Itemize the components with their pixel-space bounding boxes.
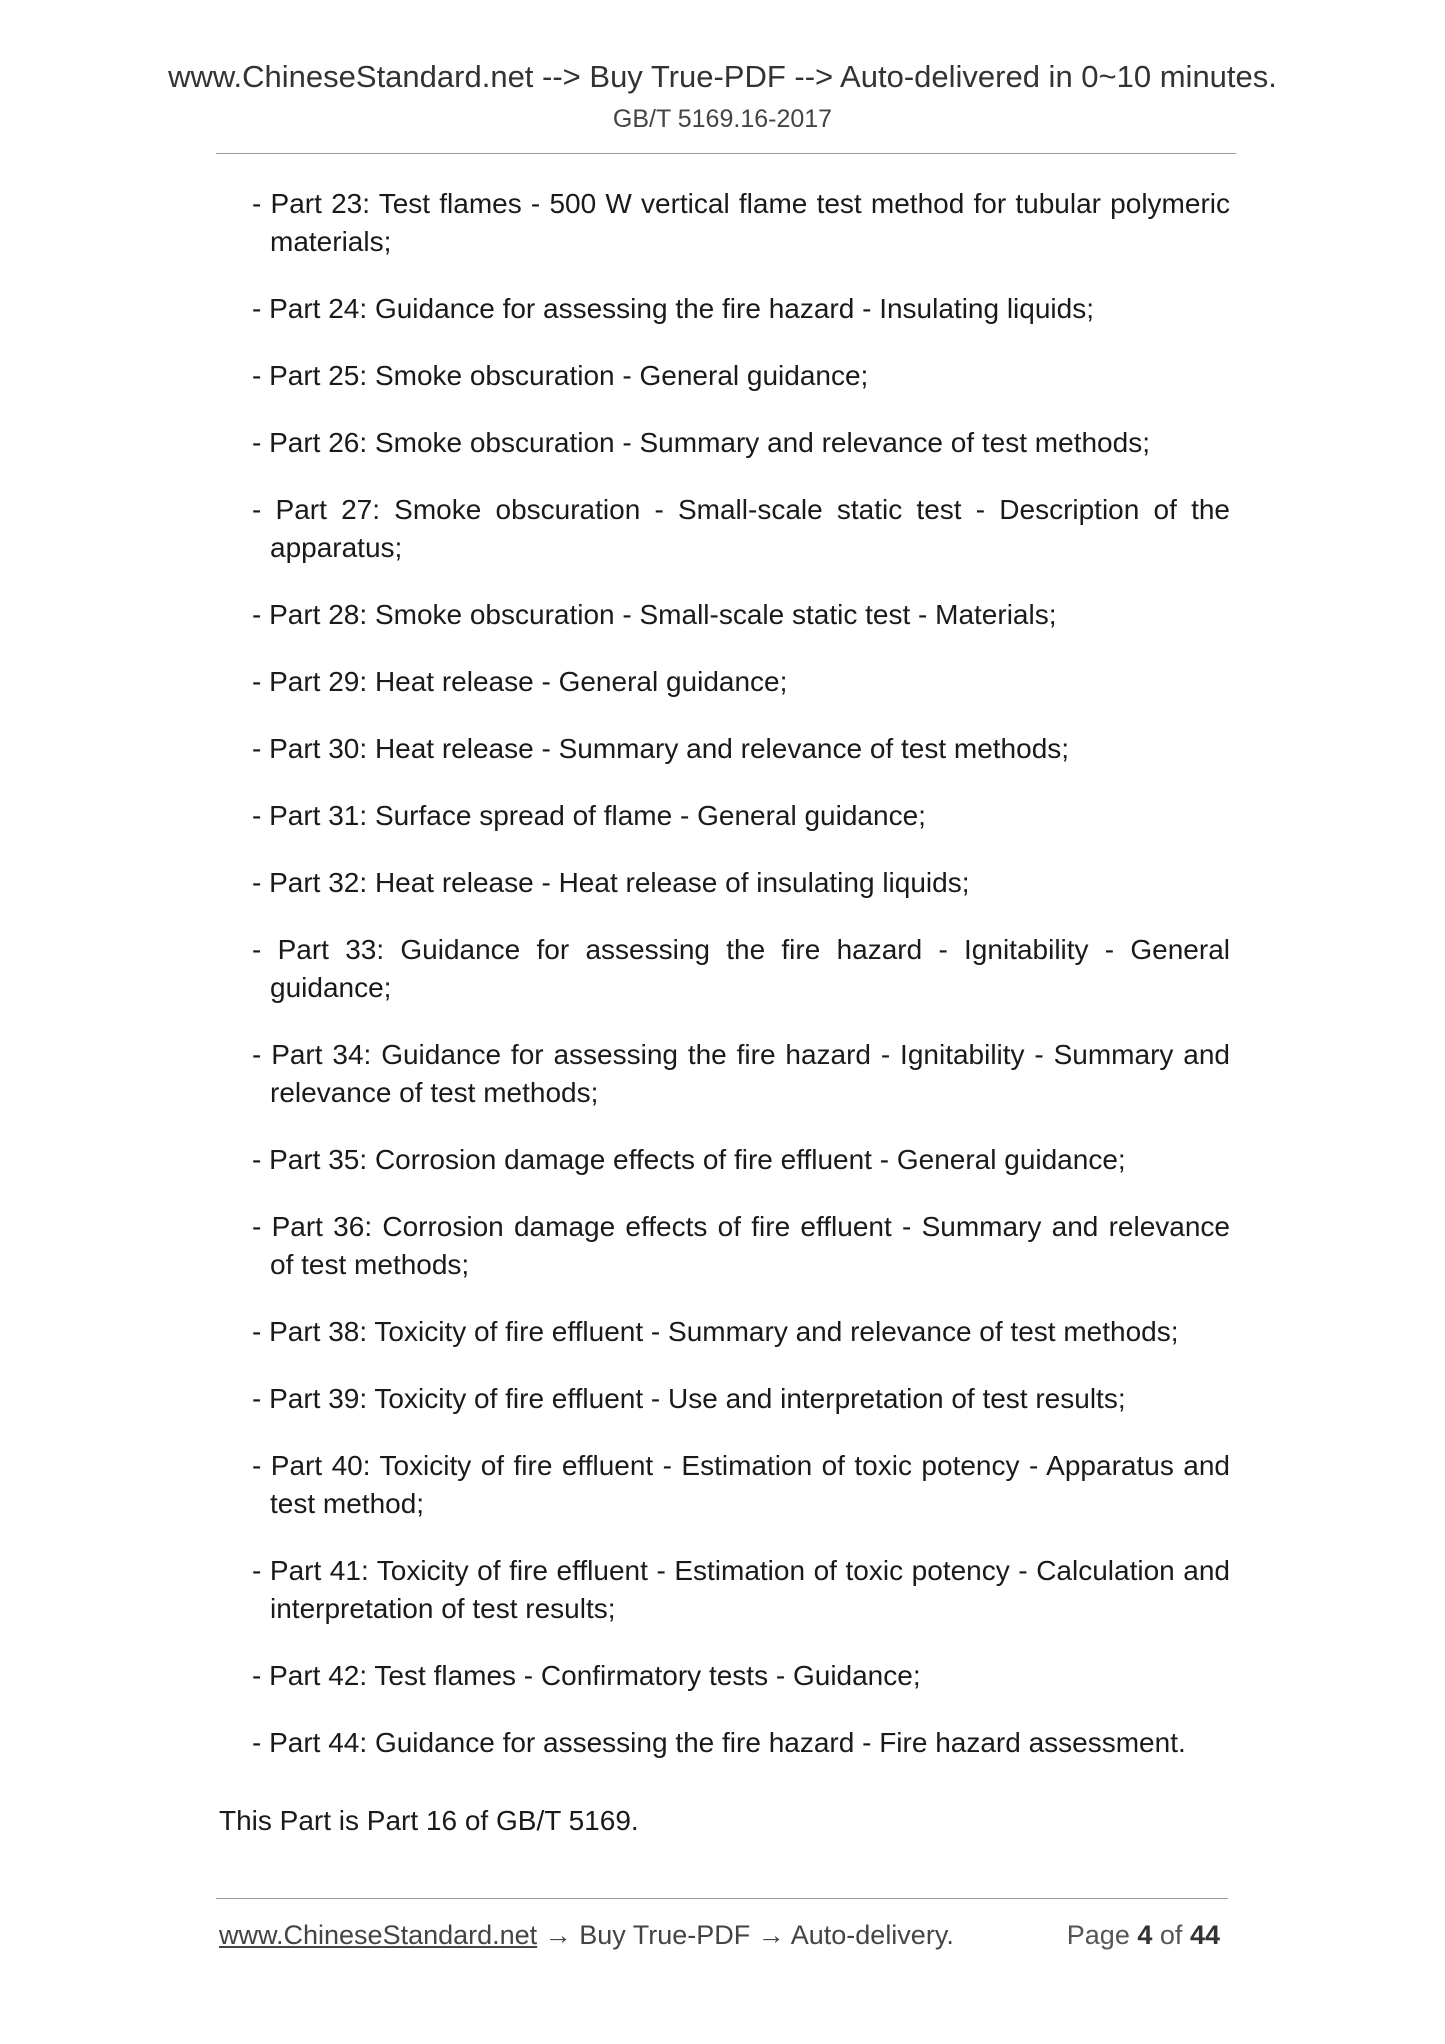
header-banner: www.ChineseStandard.net --> Buy True-PDF --> Auto-delivered in 0~10 minutes. — [168, 59, 1277, 94]
list-item: - Part 41: Toxicity of fire effluent - Estimation of toxic potency - Calculation and interpretation of test results; — [252, 1555, 1230, 1624]
of-label: of — [1159, 1920, 1183, 1950]
list-item: - Part 29: Heat release - General guidance; — [252, 666, 788, 697]
footer-site-link[interactable]: www.ChineseStandard.net — [219, 1920, 538, 1950]
list-item: - Part 36: Corrosion damage effects of fire effluent - Summary and relevance of test methods; — [252, 1211, 1230, 1280]
footer-divider — [216, 1898, 1228, 1899]
list-item: - Part 28: Smoke obscuration - Small-scale static test - Materials; — [252, 599, 1057, 630]
list-item: - Part 26: Smoke obscuration - Summary and relevance of test methods; — [252, 427, 1150, 458]
list-item: - Part 35: Corrosion damage effects of fire effluent - General guidance; — [252, 1144, 1126, 1175]
list-item: - Part 23: Test flames - 500 W vertical flame test method for tubular polymeric materials; — [252, 188, 1230, 257]
list-item: - Part 39: Toxicity of fire effluent - Use and interpretation of test results; — [252, 1383, 1126, 1414]
page-number: 4 — [1137, 1920, 1153, 1950]
list-item: - Part 33: Guidance for assessing the fire hazard - Ignitability - General guidance; — [252, 934, 1230, 1003]
list-item: - Part 27: Smoke obscuration - Small-scale static test - Description of the apparatus; — [252, 494, 1230, 563]
list-item: - Part 24: Guidance for assessing the fire hazard - Insulating liquids; — [252, 293, 1094, 324]
list-item: - Part 40: Toxicity of fire effluent - Estimation of toxic potency - Apparatus and test method; — [252, 1450, 1230, 1519]
list-item: - Part 38: Toxicity of fire effluent - Summary and relevance of test methods; — [252, 1316, 1179, 1347]
closing-statement: This Part is Part 16 of GB/T 5169. — [219, 1805, 639, 1836]
total-pages: 44 — [1189, 1920, 1220, 1950]
list-item: - Part 30: Heat release - Summary and relevance of test methods; — [252, 733, 1070, 764]
list-item: - Part 25: Smoke obscuration - General guidance; — [252, 360, 869, 391]
page-indicator — [1067, 1918, 1220, 1952]
page-label: Page — [1066, 1920, 1130, 1950]
list-item: - Part 42: Test flames - Confirmatory tests - Guidance; — [252, 1660, 921, 1691]
header-divider — [216, 153, 1236, 154]
list-item: - Part 32: Heat release - Heat release of insulating liquids; — [252, 867, 970, 898]
list-item: - Part 31: Surface spread of flame - General guidance; — [252, 800, 926, 831]
footer-left — [219, 1918, 954, 1952]
footer-delivery-text: → Buy True-PDF → Auto-delivery. — [537, 1920, 954, 1950]
list-item: - Part 34: Guidance for assessing the fire hazard - Ignitability - Summary and relevance of test methods; — [252, 1039, 1230, 1108]
list-item: - Part 44: Guidance for assessing the fire hazard - Fire hazard assessment. — [252, 1727, 1186, 1758]
document-code: GB/T 5169.16-2017 — [612, 105, 833, 133]
parts-list — [252, 185, 1230, 1791]
